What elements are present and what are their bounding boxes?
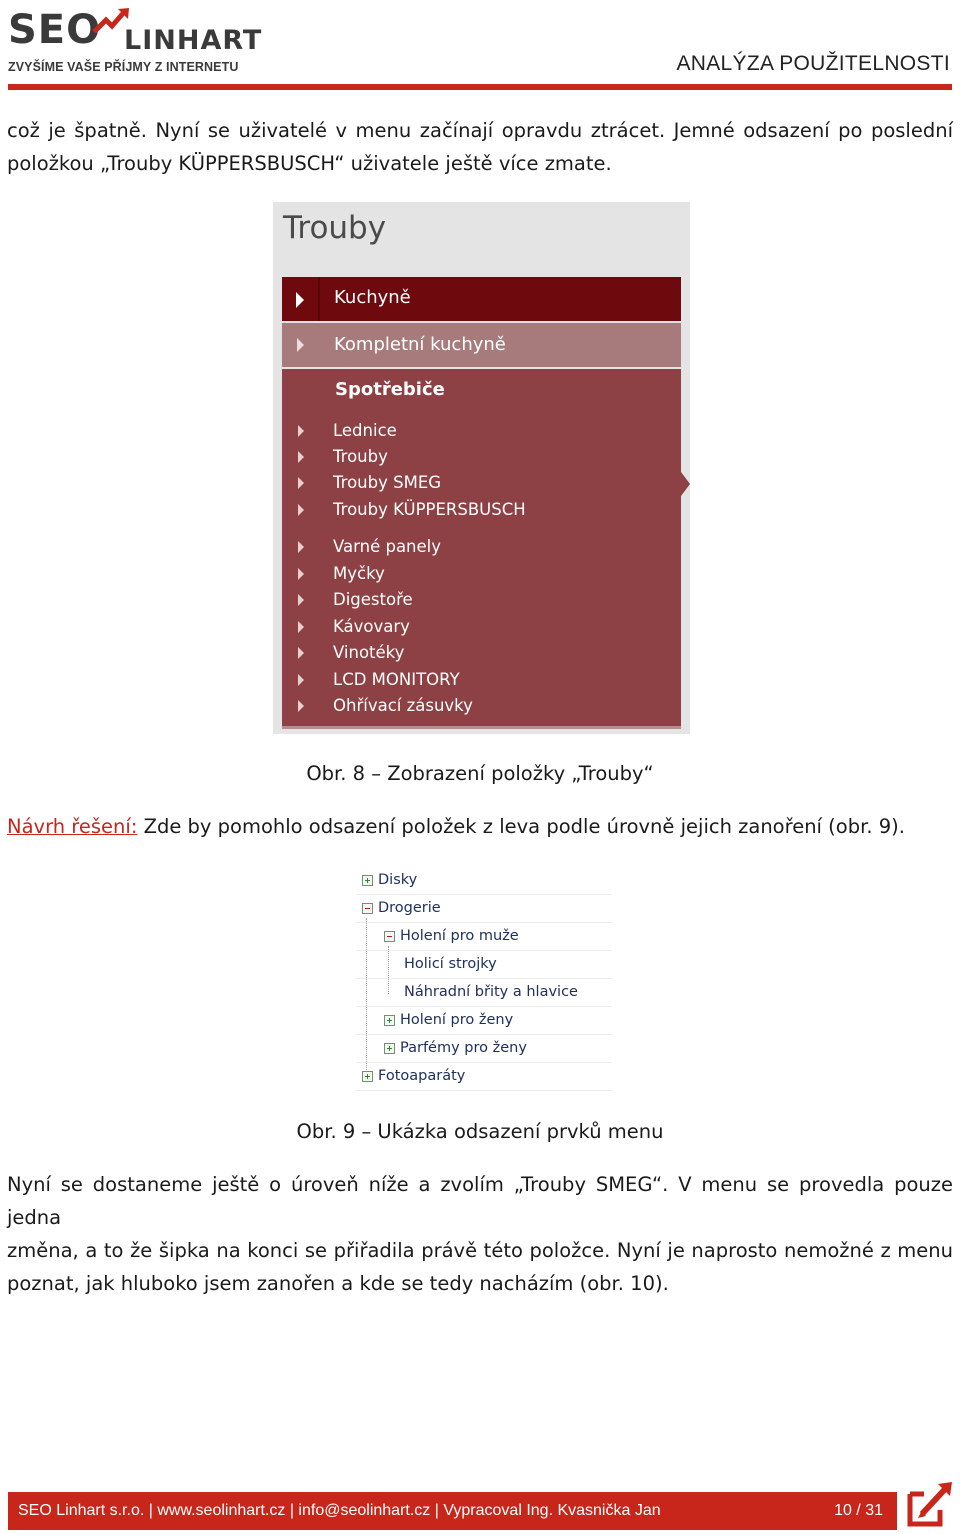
collapse-minus-icon[interactable] [362,903,373,914]
active-pointer-icon [681,472,690,496]
submenu-item-label: Trouby KÜPPERSBUSCH [333,500,526,519]
expand-plus-icon[interactable] [362,875,373,886]
menu-submenu-panel [282,369,681,729]
document-title: ANALÝZA POUŽITELNOSTI [676,52,950,75]
figure-8-menu-screenshot [273,202,690,734]
submenu-item-label: Digestoře [333,590,413,609]
edit-note-icon [904,1480,954,1530]
tree-row-label: Fotoaparáty [378,1068,466,1084]
figure-9-tree-menu [356,864,612,1091]
menu-item-label: Kompletní kuchyně [334,334,506,355]
row-separator [318,277,320,321]
submenu-item[interactable] [282,472,681,496]
logo-tagline: ZVYŠÍME VAŠE PŘÍJMY Z INTERNETU [8,60,239,74]
expand-plus-icon[interactable] [384,1043,395,1054]
menu-item-kompletni-kuchyne[interactable] [282,323,681,367]
tree-row[interactable] [356,978,612,1007]
tree-row[interactable] [356,950,612,979]
submenu-item-label: LCD MONITORY [333,670,460,689]
paragraph-3-line-3: poznat, jak hluboko jsem zanořen a kde se tedy nacházím (obr. 10). [7,1272,669,1295]
submenu-item[interactable] [282,642,681,666]
arrow-right-icon [298,451,304,463]
submenu-item[interactable] [282,536,681,560]
tree-row[interactable] [356,1006,612,1035]
submenu-item[interactable] [282,446,681,470]
solution-text: Zde by pomohlo odsazení položek z leva podle úrovně jejich zanoření (obr. 9). [137,815,905,838]
submenu-item-label: Ohřívací zásuvky [333,696,473,715]
tree-row-label: Holení pro muže [400,928,519,944]
arrow-right-icon [298,541,304,553]
page-header [0,0,960,94]
tree-row-label: Náhradní břity a hlavice [404,984,578,1000]
paragraph-1-line-2: položkou „Trouby KÜPPERSBUSCH“ uživatele ještě více zmate. [7,152,612,175]
expand-plus-icon[interactable] [362,1071,373,1082]
logo-linhart-text: LINHART [124,25,263,56]
submenu-heading: Spotřebiče [335,379,445,400]
expand-plus-icon[interactable] [384,1015,395,1026]
tree-row[interactable] [356,1034,612,1063]
submenu-item-label: Varné panely [333,537,442,556]
submenu-item-label: Trouby SMEG [333,473,442,492]
submenu-item[interactable] [282,695,681,719]
tree-row-label: Parfémy pro ženy [400,1040,527,1056]
paragraph-1-line-1: což je špatně. Nyní se uživatelé v menu začínají opravdu ztrácet. Jemné odsazení po poslední [7,119,953,142]
submenu-item[interactable] [282,499,681,523]
tree-row[interactable] [356,922,612,951]
tree-row[interactable] [356,1062,612,1091]
submenu-item[interactable] [282,589,681,613]
arrow-right-icon [298,647,304,659]
arrow-right-icon [297,338,304,352]
header-divider [8,84,952,90]
seo-linhart-logo[interactable] [8,8,308,78]
arrow-right-icon [296,292,304,308]
paragraph-3-line-2: změna, a to že šipka na konci se přiřadila právě této položce. Nyní je naprosto nemožné z menu [7,1239,953,1262]
tree-row-label: Disky [378,872,418,888]
paragraph-3-line-1: Nyní se dostaneme ještě o úroveň níže a zvolím „Trouby SMEG“. V menu se provedla pouze jedna [7,1173,953,1229]
tree-row[interactable] [356,866,612,895]
figure-9-caption: Obr. 9 – Ukázka odsazení prvků menu [296,1120,664,1143]
submenu-item-label: Lednice [333,421,397,440]
submenu-item-label: Kávovary [333,617,410,636]
footer-contact: SEO Linhart s.r.o. | www.seolinhart.cz | info@seolinhart.cz | Vypracoval Ing. Kvasnička Jan [18,1502,661,1519]
submenu-item[interactable] [282,616,681,640]
menu-title: Trouby [283,210,387,246]
page-number: 10 / 31 [834,1502,883,1519]
menu-item-label: Kuchyně [334,287,411,308]
submenu-item[interactable] [282,669,681,693]
arrow-right-icon [298,568,304,580]
solution-label: Návrh řešení: [7,815,138,838]
arrow-right-icon [298,504,304,516]
arrow-right-icon [298,477,304,489]
tree-row[interactable] [356,894,612,923]
tree-row-label: Holicí strojky [404,956,497,972]
figure-8-caption: Obr. 8 – Zobrazení položky „Trouby“ [306,762,654,785]
paragraph-2 [7,810,953,843]
panel-bottom-border [282,726,681,729]
collapse-minus-icon[interactable] [384,931,395,942]
submenu-item[interactable] [282,563,681,587]
arrow-right-icon [298,674,304,686]
paragraph-1 [7,114,953,180]
submenu-item-label: Myčky [333,564,385,583]
submenu-item[interactable] [282,420,681,444]
tree-row-label: Holení pro ženy [400,1012,514,1028]
logo-seo-text: SEO [8,7,102,53]
paragraph-3 [7,1168,953,1300]
arrow-right-icon [298,700,304,712]
submenu-item-label: Trouby [333,447,388,466]
tree-row-label: Drogerie [378,900,441,916]
arrow-right-icon [298,594,304,606]
menu-item-kuchyne[interactable] [282,277,681,321]
arrow-right-icon [298,425,304,437]
submenu-item-label: Vinotéky [333,643,405,662]
arrow-right-icon [298,621,304,633]
page-footer [8,1492,897,1530]
